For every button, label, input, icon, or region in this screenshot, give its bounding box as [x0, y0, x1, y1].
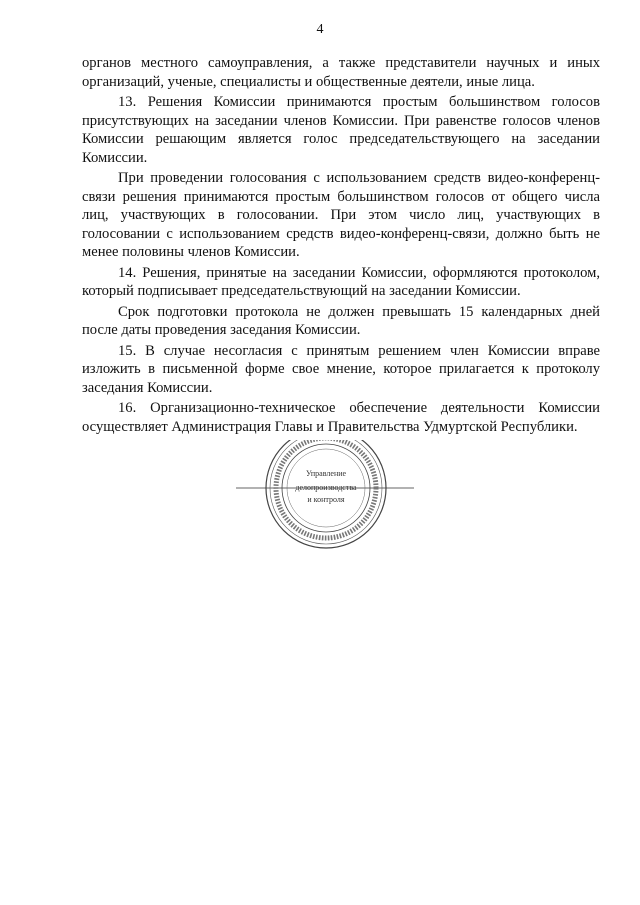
- document-body: [82, 54, 600, 438]
- paragraph-item-14: 14. Решения, принятые на заседании Комиссии, оформляются протоколом, который подписывает председательствующий на заседании Комиссии.: [82, 264, 600, 299]
- paragraph-item-15: 15. В случае несогласия с принятым решением член Комиссии вправе изложить в письменной форме свое мнение, которое прилагается к протоколу заседания Комиссии.: [82, 342, 600, 396]
- official-stamp: [236, 440, 416, 560]
- paragraph-item-16: 16. Организационно-техническое обеспечение деятельности Комиссии осуществляет Администрация Главы и Правительства Удмуртской Республики.: [82, 400, 600, 435]
- page-number: 4: [316, 22, 324, 37]
- stamp-seal-icon: [236, 440, 416, 560]
- stamp-center-line-1: Управление: [305, 469, 347, 478]
- paragraph-protocol-deadline: Срок подготовки протокола не должен превышать 15 календарных дней после даты проведения заседания Комиссии.: [82, 303, 600, 338]
- paragraph-continuation: органов местного самоуправления, а также представители научных и иных организаций, ученые, специалисты и общественные деятели, иные лица.: [82, 55, 600, 90]
- paragraph-voting-video: При проведении голосования с использованием средств видео-конференц-связи решения принимаются простым большинством голосов от общего числа лиц, участвующих в голосовании. При этом число лиц, участвующих в голосовании с использованием средств видео-конференц-связи, должно быть не менее половины членов Комиссии.: [82, 170, 600, 260]
- paragraph-item-13: 13. Решения Комиссии принимаются простым большинством голосов присутствующих на заседании членов Комиссии. При равенстве голосов членов Комиссии решающим является голос председательствующего на заседании Комиссии.: [82, 94, 600, 166]
- stamp-center-line-2: делопроизводства: [295, 483, 357, 492]
- stamp-center-line-3: и контроля: [307, 495, 345, 504]
